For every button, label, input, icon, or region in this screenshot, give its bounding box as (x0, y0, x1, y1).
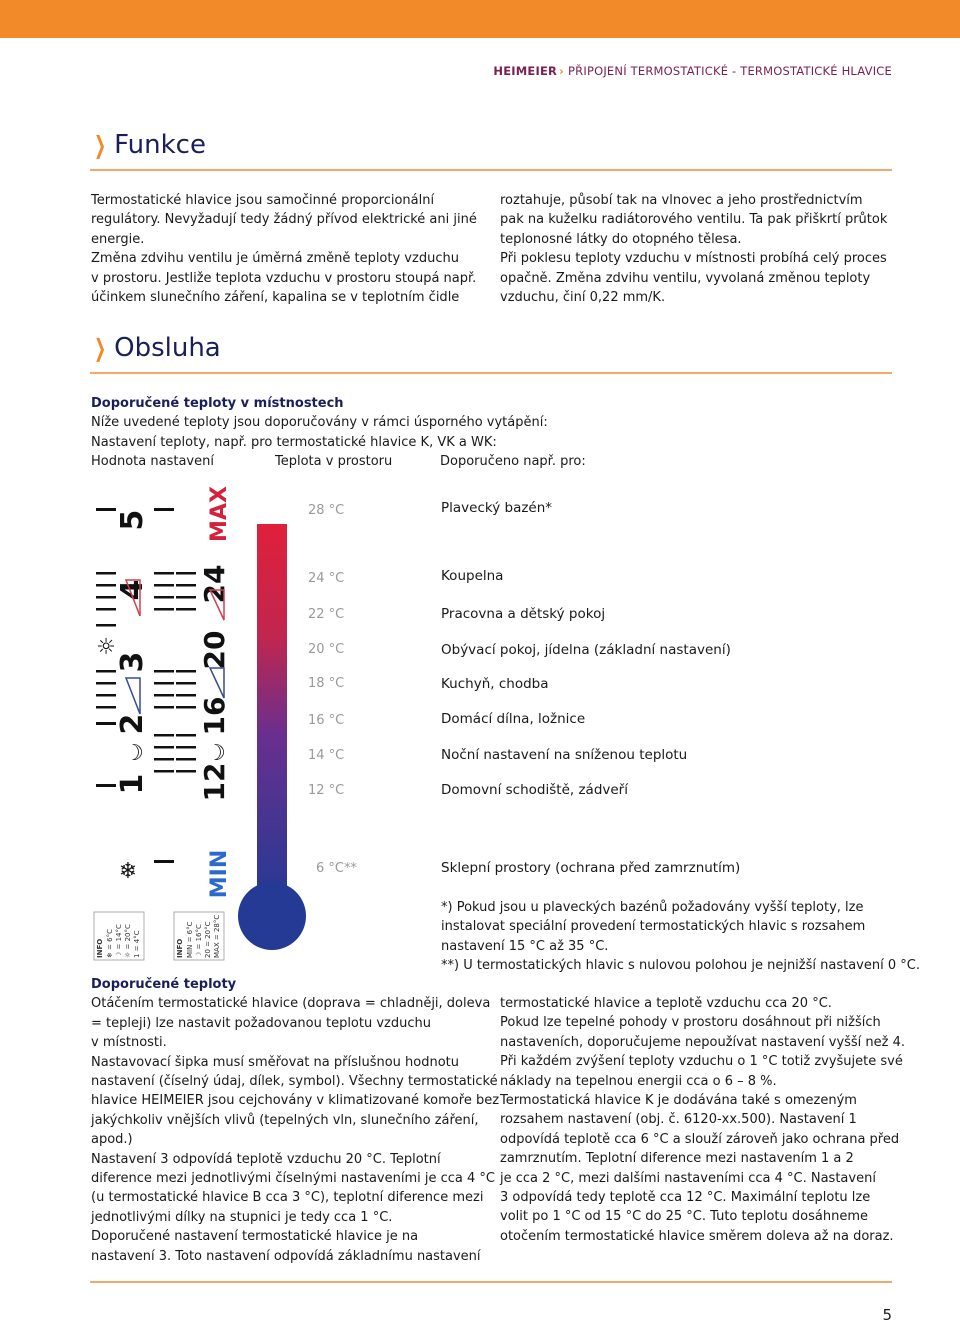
svg-text:☼ = 20°C: ☼ = 20°C (124, 924, 132, 958)
setting-3: 3 (115, 651, 150, 673)
footnote-line: **) U termostatických hlavic s nulovou polohou je nejnižší nastavení 0 °C. (441, 958, 920, 974)
text-line: Změna zdvihu ventilu je úměrná změně teploty vzduchu (91, 251, 459, 267)
text-line: pak na kuželku radiátorového ventilu. Ta pak přiškrtí průtok (500, 212, 888, 228)
svg-text:☽ = 14°C: ☽ = 14°C (115, 924, 123, 958)
thermometer-tube (257, 524, 287, 904)
funkce-title-text: Funkce (114, 130, 206, 160)
doporucene-right-column (500, 994, 906, 1246)
text-line: = tepleji) lze nastavit požadovanou teplotu vzduchu (91, 1015, 431, 1031)
chevron-icon: ❯ (94, 131, 107, 159)
brand-name: HEIMEIER (493, 64, 558, 78)
svg-text:☽ = 16°C: ☽ = 16°C (195, 924, 203, 958)
setting-20: 20 (198, 630, 231, 670)
text-line: Doporučené nastavení termostatické hlavice je na (91, 1229, 419, 1245)
room-item: Koupelna (441, 568, 504, 584)
footer-rule (90, 1281, 892, 1283)
info-label-1 (94, 912, 144, 960)
room-item: Domovní schodiště, zádveří (441, 782, 628, 798)
text-line: odpovídá teplotě cca 6 °C a slouží zároveň jako ochrana před (500, 1131, 900, 1147)
text-line: Otáčením termostatické hlavice (doprava = chladněji, doleva (91, 996, 491, 1012)
svg-text:❄ = 6°C: ❄ = 6°C (106, 928, 114, 958)
text-line: Při poklesu teploty vzduchu v místnosti probíhá celý proces (500, 251, 887, 267)
temp-label: 16 °C (308, 713, 345, 728)
setting-1: 1 (115, 773, 150, 795)
running-header (493, 64, 892, 78)
thermometer-bulb (238, 882, 306, 950)
moon-icon: ☽ (206, 741, 226, 766)
text-line: apod.) (91, 1132, 133, 1148)
svg-text:1 = 4°C: 1 = 4°C (133, 930, 141, 958)
svg-text:20 = 20°C: 20 = 20°C (204, 921, 212, 958)
section-title-funkce (90, 130, 206, 160)
text-line: zamrznutím. Teplotní diference mezi nastavením 1 a 2 (500, 1151, 854, 1167)
text-line: nastavení 3. Toto nastavení odpovídá základnímu nastavení (91, 1248, 481, 1264)
setting-min: MIN (207, 849, 232, 899)
obsluha-title-text: Obsluha (114, 333, 221, 363)
text-line: opačně. Změna zdvihu ventilu, vyvolaná změnou teploty (500, 270, 871, 286)
text-line: účinkem slunečního záření, kapalina se v teplotním čidle (91, 290, 460, 306)
text-line: Nastavení 3 odpovídá teplotě vzduchu 20 °C. Teplotní (91, 1151, 441, 1167)
text-line: jednotlivými dílky na stupnici je tedy cca 1 °C. (91, 1209, 393, 1225)
doporucene-left-column (91, 975, 500, 1266)
setting-12: 12 (198, 762, 231, 802)
svg-text:MIN = 6°C: MIN = 6°C (186, 921, 194, 958)
svg-text:INFO: INFO (176, 938, 184, 958)
wedge-marker (210, 668, 224, 698)
room-item: Kuchyň, chodba (441, 676, 549, 692)
temp-label: 12 °C (308, 783, 345, 798)
section-title-obsluha (90, 333, 221, 363)
funkce-right-column (500, 191, 900, 307)
text-line: Níže uvedené teploty jsou doporučovány v rámci úsporného vytápění: (91, 415, 548, 431)
temp-label: 24 °C (308, 571, 345, 586)
footnote-line: nastavení 15 °C až 35 °C. (441, 938, 609, 954)
setting-max: MAX (207, 486, 232, 542)
room-item: Sklepní prostory (ochrana před zamrznutím) (441, 860, 741, 876)
thermostat-scale-graphic (86, 484, 446, 964)
text-line: (u termostatické hlavice B cca 3 °C), teplotní diference mezi (91, 1190, 484, 1206)
text-line: diference mezi jednotlivými číselnými nastaveními je cca 4 °C (91, 1171, 496, 1187)
chevron-icon: ❯ (94, 334, 107, 362)
temp-label: 6 °C** (316, 861, 357, 876)
room-item: Obývací pokoj, jídelna (základní nastavení) (441, 642, 731, 658)
section-rule (90, 169, 892, 171)
setting-2: 2 (115, 713, 150, 735)
text-line: 3 odpovídá tedy teplotě cca 12 °C. Maximální teplotu lze (500, 1190, 871, 1206)
temp-label: 20 °C (308, 642, 345, 657)
text-line: termostatické hlavice a teplotě vzduchu cca 20 °C. (500, 996, 832, 1011)
col-header-recommended: Doporučeno např. pro: (440, 454, 586, 469)
setting-numbers-col2 (198, 486, 232, 898)
info-label-2 (174, 912, 224, 960)
top-banner (0, 0, 960, 38)
text-line: Při každém zvýšení teploty vzduchu o 1 °C totiž zvyšujete své (500, 1054, 903, 1070)
snowflake-icon: ❄ (118, 859, 138, 884)
subheading: Doporučené teploty v místnostech (91, 396, 344, 411)
temperature-labels (308, 503, 357, 876)
page-number: 5 (882, 1306, 892, 1324)
text-line: teplonosné látky do otopného tělesa. (500, 231, 742, 247)
sun-icon: ☼ (96, 635, 116, 660)
temp-label: 28 °C (308, 503, 345, 518)
svg-text:INFO: INFO (96, 938, 104, 958)
text-line: otočením termostatické hlavice směrem doleva až na doraz. (500, 1228, 894, 1244)
room-item: Domácí dílna, ložnice (441, 711, 586, 727)
col-header-setting: Hodnota nastavení (91, 454, 214, 469)
text-line: nastavení (číselný údaj, dílek, symbol). Všechny termostatické (91, 1074, 498, 1090)
temp-label: 14 °C (308, 748, 345, 763)
text-line: jakýchkoliv vnějších vlivů (tepelných vln, slunečního záření, (91, 1112, 479, 1128)
text-line: regulátory. Nevyžadují tedy žádný přívod elektrické ani jiné (91, 212, 477, 228)
text-line: hlavice HEIMEIER jsou cejchovány v klimatizované komoře bez (91, 1093, 500, 1109)
text-line: je cca 2 °C, mezi dalšími nastaveními cca 4 °C. Nastavení (500, 1170, 876, 1186)
text-line: volit po 1 °C od 15 °C do 25 °C. Tuto teplotu dosáhneme (500, 1209, 868, 1225)
svg-text:MAX = 28°C: MAX = 28°C (213, 914, 221, 958)
temp-label: 18 °C (308, 676, 345, 691)
footnote-line: instalovat speciální provedení termostatických hlavic s rozsahem (441, 919, 866, 935)
setting-4: 4 (115, 579, 150, 601)
funkce-left-column (91, 191, 491, 307)
section-rule (90, 372, 892, 374)
subheading: Doporučené teploty (91, 977, 237, 992)
header-title: PŘIPOJENÍ TERMOSTATICKÉ - TERMOSTATICKÉ HLAVICE (568, 64, 892, 78)
temp-label: 22 °C (308, 607, 345, 622)
text-line: Nastavení teploty, např. pro termostatické hlavice K, VK a WK: (91, 434, 497, 450)
text-line: v prostoru. Jestliže teplota vzduchu v prostoru stoupá např. (91, 270, 477, 286)
text-line: nastaveních, doporučujeme nepoužívat nastavení vyšší než 4. (500, 1034, 906, 1050)
text-line: roztahuje, působí tak na vlnovec a jeho prostřednictvím (500, 193, 863, 208)
header-chevron-icon: › (559, 64, 565, 78)
room-item: Plavecký bazén* (441, 500, 553, 516)
moon-icon: ☽ (124, 741, 144, 766)
setting-16: 16 (198, 696, 231, 736)
obsluha-intro (91, 394, 891, 452)
col-header-temperature: Teplota v prostoru (275, 454, 393, 469)
text-line: energie. (91, 231, 145, 247)
text-line: Termostatické hlavice jsou samočinné proporcionální (91, 193, 435, 208)
footnotes (441, 898, 920, 976)
text-line: vzduchu, činí 0,22 mm/K. (500, 290, 666, 306)
text-line: rozsahem nastavení (obj. č. 6120-xx.500). Nastavení 1 (500, 1112, 857, 1128)
setting-24: 24 (198, 564, 231, 604)
text-line: Termostatická hlavice K je dodávána také s omezeným (500, 1093, 857, 1109)
setting-ticks-col1 (96, 508, 196, 863)
setting-5: 5 (115, 509, 150, 531)
text-line: Nastavovací šipka musí směřovat na příslušnou hodnotu (91, 1054, 459, 1070)
text-line: náklady na tepelnou energii cca o 6 – 8 %. (500, 1073, 777, 1089)
text-line: v místnosti. (91, 1035, 167, 1051)
footnote-line: *) Pokud jsou u plaveckých bazénů požadovány vyšší teploty, lze (441, 900, 864, 915)
room-item: Pracovna a dětský pokoj (441, 606, 606, 622)
text-line: Pokud lze tepelné pohody v prostoru dosáhnout při nižších (500, 1015, 881, 1031)
wedge-marker (126, 678, 140, 714)
room-item: Noční nastavení na sníženou teplotu (441, 747, 688, 763)
